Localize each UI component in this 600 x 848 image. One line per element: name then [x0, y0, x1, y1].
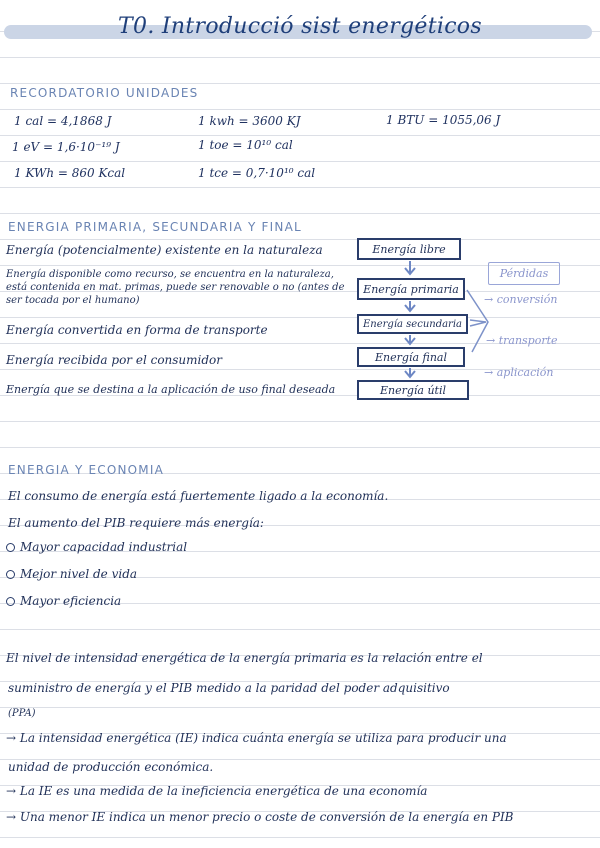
intensity-text: → Una menor IE indica un menor precio o coste de conversión de la energía en PIB: [6, 810, 514, 824]
energy-desc: Energía convertida en forma de transporte: [6, 323, 268, 337]
energy-box-util: Energía útil: [357, 380, 469, 400]
energy-desc: Energía (potencialmente) existente en la naturaleza: [6, 243, 323, 257]
unit-item: 1 BTU = 1055,06 J: [386, 113, 501, 127]
economy-heading: ENERGIA Y ECONOMIA: [8, 463, 165, 477]
unit-item: 1 kwh = 3600 KJ: [198, 114, 301, 128]
losses-box: Pérdidas: [488, 262, 560, 285]
intensity-text: → La intensidad energética (IE) indica cuánta energía se utiliza para producir una: [6, 731, 507, 745]
energy-types-heading: ENERGIA PRIMARIA, SECUNDARIA Y FINAL: [8, 220, 302, 234]
economy-line: El aumento del PIB requiere más energía:: [8, 516, 264, 530]
energy-desc: Energía disponible como recurso, se encuentra en la naturaleza, está contenida en mat. primas, puede ser renovable o no (antes de ser tocada por el humano): [6, 269, 345, 306]
intensity-text: El nivel de intensidad energética de la energía primaria es la relación entre el: [6, 651, 483, 665]
intensity-text: → La IE es una medida de la ineficiencia energética de una economía: [6, 784, 428, 798]
unit-item: 1 KWh = 860 Kcal: [14, 166, 126, 180]
energy-box-primaria: Energía primaria: [357, 278, 465, 300]
loss-item: → conversión: [484, 293, 558, 306]
energy-box-final: Energía final: [357, 347, 465, 367]
unit-item: 1 tce = 0,7·10¹⁰ cal: [198, 166, 316, 180]
intensity-text: suministro de energía y el PIB medido a la paridad del poder adquisitivo: [8, 681, 450, 695]
bullet-icon: [6, 570, 15, 579]
energy-box-libre: Energía libre: [357, 238, 461, 260]
intensity-text: unidad de producción económica.: [8, 760, 214, 774]
energy-desc: Energía recibida por el consumidor: [6, 353, 223, 367]
economy-bullet: Mejor nivel de vida: [20, 567, 138, 581]
bullet-icon: [6, 597, 15, 606]
unit-item: 1 cal = 4,1868 J: [14, 114, 112, 128]
loss-item: → transporte: [486, 334, 558, 347]
energy-box-secundaria: Energía secundaria: [357, 314, 468, 334]
intensity-text: (PPA): [8, 708, 36, 719]
page-title: T0. Introducció sist energéticos: [118, 14, 482, 39]
unit-item: 1 eV = 1,6·10⁻¹⁹ J: [12, 140, 120, 154]
economy-bullet: Mayor capacidad industrial: [20, 540, 188, 554]
bullet-icon: [6, 543, 15, 552]
loss-item: → aplicación: [484, 366, 554, 379]
units-heading: RECORDATORIO UNIDADES: [10, 86, 199, 100]
unit-item: 1 toe = 10¹⁰ cal: [198, 138, 293, 152]
economy-line: El consumo de energía está fuertemente ligado a la economía.: [8, 489, 389, 503]
economy-bullet: Mayor eficiencia: [20, 594, 122, 608]
energy-desc: Energía que se destina a la aplicación de uso final deseada: [6, 383, 336, 396]
